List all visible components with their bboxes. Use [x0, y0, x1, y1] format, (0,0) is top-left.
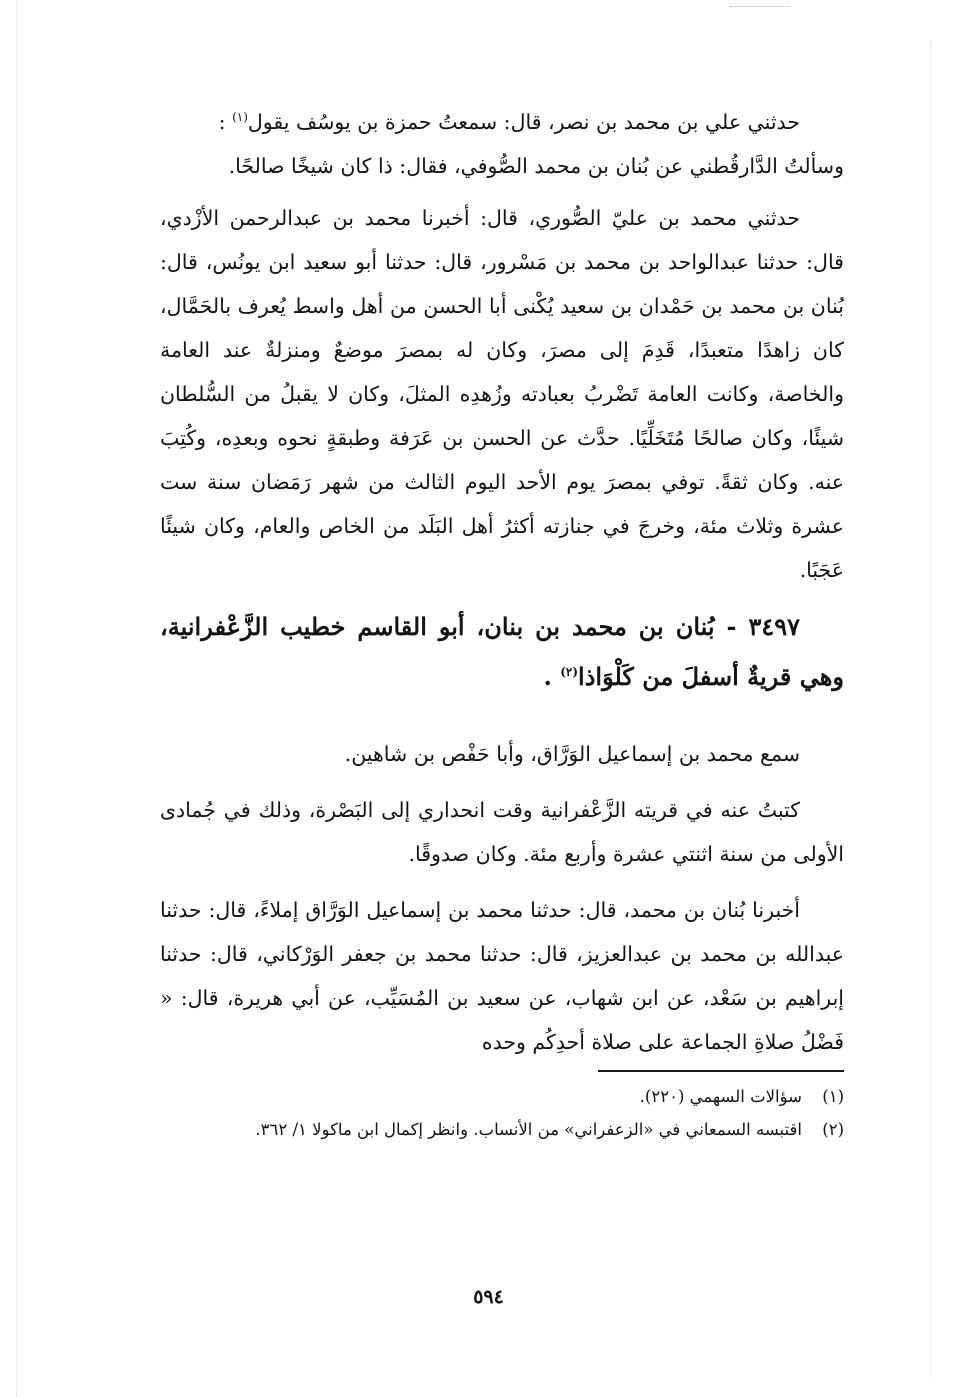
paragraph-1-line-2: وسألتُ الدَّارقُطني عن بُنان بن محمد الصُّوفي، فقال: ذا كان شيخًا صالحًا. — [228, 154, 844, 178]
footnote-1-text: سؤالات السهمي (٢٢٠). — [639, 1087, 802, 1106]
entry-end: . — [543, 662, 552, 691]
footnote-1-number: (١) — [822, 1087, 844, 1106]
paragraph-2: حدثني محمد بن عليّ الصُّوري، قال: أخبرنا محمد بن عبدالرحمن الأزْدي، قال: حدثنا عبدالواحد بن محمد بن مَسْرور، قال: حدثنا أبو سعيد ابن يونُس، قال: بُنان بن محمد بن حَمْدان بن سعيد يُكْنى أبا الحسن من أهل واسط يُعرف بالحَمَّال، كان زاهدًا متعبدًا، قَدِمَ إلى مصرَ، وكان له بمصرَ موضعٌ ومنزلةٌ عند العامة والخاصة، وكانت العامة تَضْربُ بعبادته وزُهدِه المثلَ، وكان لا يقبلُ من السُّلطان شيئًا، وكان صالحًا مُتَخَلِّيًا. حدَّث عن الحسن بن عَرَفة وطبقةٍ نحوه وبعدِه، وكُتِبَ عنه. وكان ثقةً. توفي بمصرَ يوم الأحد اليوم الثالث من شهر رَمَضان سنة ست عشرة وثلاث مئة، وخرجَ في جنازته أكثرُ أهل البَلَد من الخاص والعام، وكان شيئًا عَجَبًا. — [160, 206, 844, 582]
paragraph-1-colon: : — [218, 110, 226, 134]
footnote-1 — [160, 1080, 844, 1113]
paragraph-5: أخبرنا بُنان بن محمد، قال: حدثنا محمد بن إسماعيل الوَرَّاق إملاءً، قال: حدثنا عبدالله بن محمد بن عبدالعزيز، قال: حدثنا محمد بن جعفر الوَرْكاني، قال: حدثنا إبراهيم بن سَعْد، عن ابن شهاب، عن سعيد بن المُسَيِّب، عن أبي هريرة، قال: « فَضْلُ صلاةِ الجماعة على صلاة أحدِكُم وحده — [160, 898, 844, 1054]
footnotes — [160, 1080, 844, 1146]
footnote-2-number: (٢) — [822, 1120, 844, 1139]
scan-artifact-line — [730, 6, 790, 7]
paragraph-3: سمع محمد بن إسماعيل الوَرَّاق، وأبا حَفْص بن شاهين. — [344, 742, 800, 766]
spacer — [160, 702, 844, 732]
footnote-2 — [160, 1113, 844, 1146]
footnote-2-text: اقتبسه السمعاني في «الزعفراني» من الأنساب. وانظر إكمال ابن ماكولا ١/ ٣٦٢. — [255, 1120, 802, 1139]
entry-number: ٣٤٩٧ — [748, 612, 801, 641]
paragraph-1-line-1: حدثني علي بن محمد بن نصر، قال: سمعتُ حمزة بن يوسُف يقول — [247, 110, 800, 134]
paragraph-4: كتبتُ عنه في قريته الزَّعْفرانية وقت انحداري إلى البَصْرة، وذلك في جُمادى الأولى من سنة اثنتي عشرة وأربع مئة. وكان صدوقًا. — [160, 798, 844, 866]
page-number: ٥٩٤ — [473, 1286, 504, 1308]
paragraph-1 — [160, 100, 844, 188]
main-text — [160, 100, 844, 1064]
footnote-separator — [598, 1070, 844, 1072]
footnote-ref-1: (١) — [232, 110, 248, 125]
scan-artifact-edge-left — [16, 0, 17, 1397]
entry-title: بُنان بن محمد بن بنان، أبو القاسم خطيب الزَّعْفرانية، وهي قريةٌ أسفلَ من كَلْوَاذا — [160, 612, 844, 691]
entry-heading — [160, 602, 844, 702]
footnote-ref-2: (٢) — [560, 665, 579, 679]
entry-dash: - — [726, 612, 737, 641]
scan-artifact-edge-right — [930, 40, 931, 1380]
